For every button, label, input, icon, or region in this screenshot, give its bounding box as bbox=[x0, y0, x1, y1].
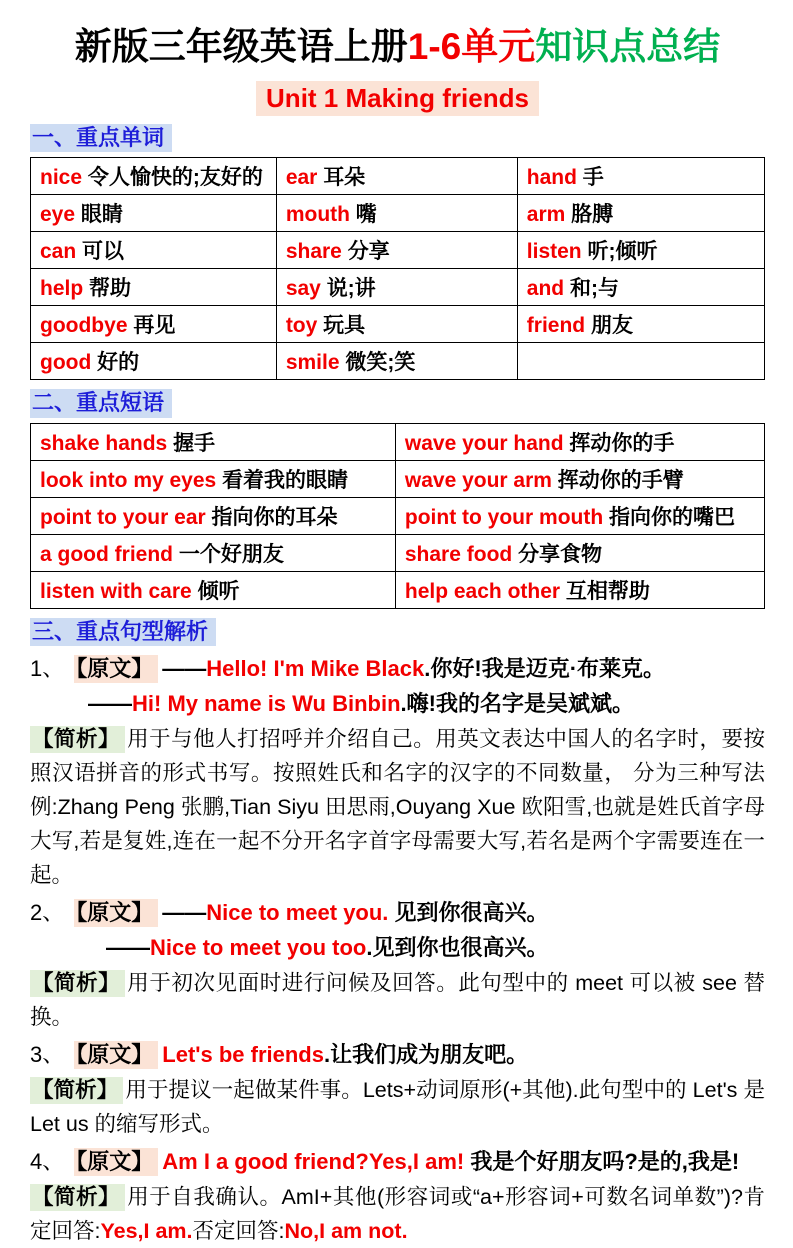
chinese-meaning: 可以 bbox=[82, 240, 125, 264]
english-phrase: wave your arm bbox=[404, 468, 558, 492]
table-row bbox=[31, 343, 765, 380]
word-cell bbox=[31, 195, 277, 232]
phrase-cell bbox=[395, 497, 764, 534]
sentence-chinese: —— bbox=[106, 935, 150, 961]
word-cell bbox=[31, 343, 277, 380]
title-part-black: 新版三年级英语上册 bbox=[74, 26, 408, 67]
word-cell bbox=[31, 306, 277, 343]
chinese-meaning: 嘴 bbox=[355, 203, 377, 227]
phrase-cell bbox=[395, 534, 764, 571]
english-phrase: point to your mouth bbox=[404, 505, 609, 529]
sentence-chinese: .让我们成为朋友吧。 bbox=[323, 1042, 529, 1068]
original-sentence-line bbox=[30, 686, 765, 721]
section-header-words-label: 一、重点单词 bbox=[30, 124, 172, 152]
word-cell bbox=[31, 232, 277, 269]
tag-original: 【原文】 bbox=[74, 1148, 158, 1176]
item-number: 4、 bbox=[30, 1149, 65, 1175]
word-cell bbox=[31, 269, 277, 306]
section-header-sentences bbox=[30, 618, 765, 646]
chinese-meaning: 胳膊 bbox=[571, 203, 614, 227]
word-cell bbox=[517, 343, 764, 380]
analysis-text: 用于与他人打招呼并介绍自己。用英文表达中国人的名字时，要按照汉语拼音的形式书写。按照姓氏和名字的汉字的不同数量， 分为三种写法例:Zhang Peng 张鹏,Tian Siyu 田思雨,Ouyang Xue 欧阳雪,也就是姓氏首字母大写,若是复姓,连在一起不分开名字首字母需要大写,若名是两个字需要连在一起。 bbox=[30, 727, 765, 888]
english-word: help bbox=[40, 277, 90, 301]
analysis-text: 用于初次见面时进行问候及回答。此句型中的 meet 可以被 see 替换。 bbox=[30, 971, 765, 1030]
english-word: smile bbox=[285, 351, 346, 375]
english-word: ear bbox=[285, 166, 324, 190]
section-header-sentences-label: 三、重点句型解析 bbox=[30, 618, 216, 646]
phrase-cell bbox=[395, 571, 764, 608]
original-sentence-line bbox=[30, 651, 765, 686]
item-number: 2、 bbox=[30, 900, 65, 926]
key-phrases-table-body bbox=[31, 423, 765, 608]
chinese-meaning: 互相帮助 bbox=[565, 579, 650, 603]
sentence-english: Nice to meet you too bbox=[150, 935, 367, 961]
english-phrase: a good friend bbox=[40, 542, 179, 566]
table-row bbox=[31, 158, 765, 195]
tag-original: 【原文】 bbox=[74, 655, 158, 683]
english-phrase: look into my eyes bbox=[40, 468, 223, 492]
key-words-table-body bbox=[31, 158, 765, 380]
tag-original: 【原文】 bbox=[74, 1041, 158, 1069]
english-word: arm bbox=[526, 203, 572, 227]
chinese-meaning: 朋友 bbox=[590, 314, 633, 338]
tag-original: 【原文】 bbox=[74, 899, 158, 927]
sentence-chinese: .见到你也很高兴。 bbox=[366, 935, 549, 961]
sentence-chinese: .你好!我是迈克·布莱克。 bbox=[424, 656, 666, 682]
sentence-chinese: 我是个好朋友吗?是的,我是! bbox=[464, 1149, 740, 1175]
table-row bbox=[31, 195, 765, 232]
table-row bbox=[31, 534, 765, 571]
english-phrase: shake hands bbox=[40, 431, 174, 455]
english-word: good bbox=[40, 351, 98, 375]
sentence-item bbox=[30, 1037, 765, 1141]
chinese-meaning: 挥动你的手臂 bbox=[557, 468, 684, 492]
phrase-cell bbox=[31, 497, 396, 534]
phrase-cell bbox=[31, 571, 396, 608]
english-word: can bbox=[40, 240, 83, 264]
chinese-meaning: 令人愉快的;友好的 bbox=[87, 166, 263, 190]
english-word: hand bbox=[526, 166, 583, 190]
table-row bbox=[31, 232, 765, 269]
chinese-meaning: 听;倾听 bbox=[587, 240, 658, 264]
sentence-english: Nice to meet you. bbox=[206, 900, 389, 926]
table-row bbox=[31, 306, 765, 343]
original-sentence-line bbox=[30, 1144, 765, 1179]
word-cell bbox=[517, 269, 764, 306]
analysis-answer: Yes,I am. bbox=[100, 1219, 193, 1244]
chinese-meaning: 分享食物 bbox=[518, 542, 603, 566]
english-phrase: wave your hand bbox=[404, 431, 570, 455]
english-phrase: share food bbox=[404, 542, 519, 566]
word-cell bbox=[517, 306, 764, 343]
english-phrase: point to your ear bbox=[40, 505, 212, 529]
phrase-cell bbox=[395, 460, 764, 497]
analysis-paragraph bbox=[30, 722, 765, 892]
table-row bbox=[31, 497, 765, 534]
sentence-english: Let's be friends bbox=[162, 1042, 324, 1068]
analysis-paragraph bbox=[30, 966, 765, 1034]
analysis-text: 否定回答: bbox=[192, 1219, 285, 1244]
unit-title: Unit 1 Making friends bbox=[256, 81, 539, 117]
tag-analysis: 【简析】 bbox=[30, 970, 125, 997]
chinese-meaning: 看着我的眼睛 bbox=[222, 468, 349, 492]
tag-analysis: 【简析】 bbox=[30, 1184, 125, 1211]
page-title bbox=[30, 26, 765, 69]
item-number: 1、 bbox=[30, 656, 65, 682]
chinese-meaning: 说;讲 bbox=[326, 277, 376, 301]
phrase-cell bbox=[31, 460, 396, 497]
table-row bbox=[31, 423, 765, 460]
word-cell bbox=[517, 232, 764, 269]
english-phrase: listen with care bbox=[40, 579, 198, 603]
english-word: mouth bbox=[285, 203, 356, 227]
original-sentence-line bbox=[30, 930, 765, 965]
chinese-meaning: 耳朵 bbox=[323, 166, 366, 190]
sentence-item bbox=[30, 1144, 765, 1248]
phrase-cell bbox=[31, 534, 396, 571]
english-word: and bbox=[526, 277, 570, 301]
word-cell bbox=[517, 158, 764, 195]
sentence-chinese: —— bbox=[162, 900, 207, 926]
chinese-meaning: 眼睛 bbox=[80, 203, 123, 227]
tag-analysis: 【简析】 bbox=[30, 1077, 123, 1104]
section-header-phrases bbox=[30, 389, 765, 417]
sentence-item bbox=[30, 651, 765, 892]
word-cell bbox=[276, 195, 517, 232]
sentence-english: Hello! I'm Mike Black bbox=[206, 656, 425, 682]
original-sentence-line bbox=[30, 1037, 765, 1072]
english-word: nice bbox=[40, 166, 88, 190]
chinese-meaning: 分享 bbox=[347, 240, 390, 264]
chinese-meaning: 和;与 bbox=[569, 277, 619, 301]
sentence-chinese: —— bbox=[162, 656, 207, 682]
chinese-meaning: 手 bbox=[582, 166, 604, 190]
analysis-answer: No,I am not. bbox=[284, 1219, 408, 1244]
chinese-meaning: 倾听 bbox=[197, 579, 240, 603]
chinese-meaning: 帮助 bbox=[89, 277, 132, 301]
section-header-words bbox=[30, 124, 765, 152]
english-phrase: help each other bbox=[404, 579, 566, 603]
key-phrases-table bbox=[30, 423, 765, 609]
chinese-meaning: 好的 bbox=[97, 351, 140, 375]
sentence-patterns-section bbox=[30, 651, 765, 1248]
word-cell bbox=[276, 158, 517, 195]
analysis-paragraph bbox=[30, 1180, 765, 1248]
chinese-meaning: 挥动你的手 bbox=[569, 431, 675, 455]
title-part-red: 1-6单元 bbox=[407, 26, 536, 67]
section-header-phrases-label: 二、重点短语 bbox=[30, 389, 172, 417]
english-word: toy bbox=[285, 314, 324, 338]
tag-analysis: 【简析】 bbox=[30, 726, 125, 753]
chinese-meaning: 握手 bbox=[173, 431, 216, 455]
chinese-meaning: 玩具 bbox=[323, 314, 366, 338]
word-cell bbox=[276, 232, 517, 269]
sentence-chinese: 见到你很高兴。 bbox=[388, 900, 549, 926]
key-words-table bbox=[30, 157, 765, 380]
chinese-meaning: 再见 bbox=[133, 314, 176, 338]
table-row bbox=[31, 269, 765, 306]
item-number: 3、 bbox=[30, 1042, 65, 1068]
word-cell bbox=[276, 343, 517, 380]
table-row bbox=[31, 460, 765, 497]
word-cell bbox=[31, 158, 277, 195]
analysis-text: 用于提议一起做某件事。Lets+动词原形(+其他).此句型中的 Let's 是 Let us 的缩写形式。 bbox=[30, 1078, 765, 1137]
english-word: share bbox=[285, 240, 348, 264]
chinese-meaning: 微笑;笑 bbox=[345, 351, 416, 375]
sentence-chinese: .嗨!我的名字是吴斌斌。 bbox=[400, 691, 634, 717]
title-part-green: 知识点总结 bbox=[535, 26, 721, 67]
chinese-meaning: 指向你的耳朵 bbox=[211, 505, 338, 529]
chinese-meaning: 指向你的嘴巴 bbox=[609, 505, 735, 529]
phrase-cell bbox=[395, 423, 764, 460]
unit-subtitle-row bbox=[30, 81, 765, 117]
word-cell bbox=[276, 306, 517, 343]
analysis-text: 用于自我确认。AmI+其他(形容词或“a+形容词+可数名词单数”)?肯定回答: bbox=[30, 1185, 765, 1244]
english-word: goodbye bbox=[40, 314, 134, 338]
original-sentence-line bbox=[30, 895, 765, 930]
english-word: listen bbox=[526, 240, 588, 264]
word-cell bbox=[276, 269, 517, 306]
sentence-item bbox=[30, 895, 765, 1034]
sentence-english: Am I a good friend?Yes,I am! bbox=[162, 1149, 465, 1175]
sentence-english: Hi! My name is Wu Binbin bbox=[132, 691, 401, 717]
english-word: eye bbox=[40, 203, 81, 227]
chinese-meaning: 一个好朋友 bbox=[178, 542, 284, 566]
sentence-chinese: —— bbox=[88, 691, 132, 717]
english-word: say bbox=[285, 277, 327, 301]
phrase-cell bbox=[31, 423, 396, 460]
english-word: friend bbox=[526, 314, 591, 338]
word-cell bbox=[517, 195, 764, 232]
table-row bbox=[31, 571, 765, 608]
analysis-paragraph bbox=[30, 1073, 765, 1141]
